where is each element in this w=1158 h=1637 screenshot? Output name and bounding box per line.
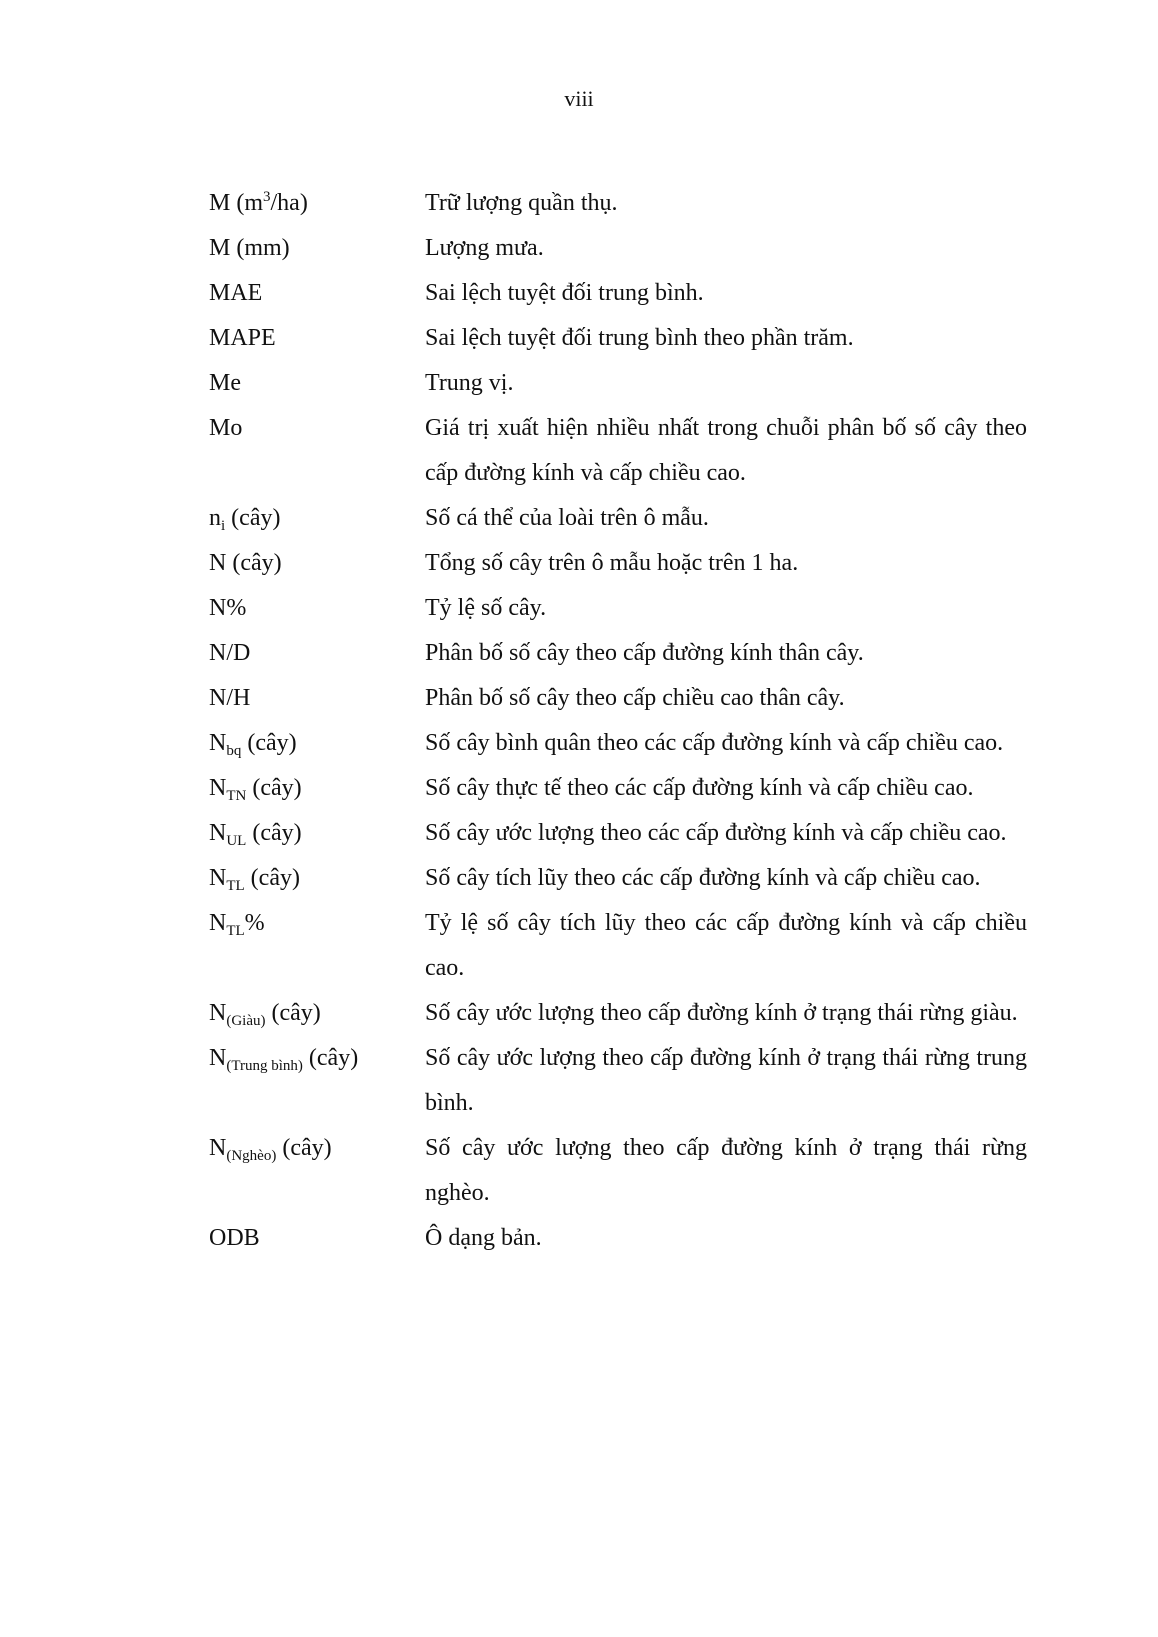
abbreviation-term bbox=[209, 991, 425, 1036]
page-number: viii bbox=[564, 86, 594, 111]
term-suffix: (cây) bbox=[244, 865, 300, 891]
abbreviation-definition: Số cây bình quân theo các cấp đường kính và cấp chiều cao. bbox=[425, 730, 1004, 756]
abbreviation-term bbox=[209, 496, 425, 541]
abbreviation-definition: Số cây thực tế theo các cấp đường kính và cấp chiều cao. bbox=[425, 775, 974, 801]
abbreviation-list bbox=[209, 181, 1027, 1261]
abbreviation-term: ODB bbox=[209, 1225, 260, 1251]
abbreviation-row bbox=[209, 541, 1027, 586]
term-base: N bbox=[209, 1045, 227, 1071]
abbreviation-term bbox=[209, 811, 425, 856]
abbreviation-row bbox=[209, 586, 1027, 631]
term-base: N bbox=[209, 730, 227, 756]
term-suffix: (cây) bbox=[302, 1045, 359, 1071]
term-subscript: TL bbox=[226, 923, 245, 939]
term-base: n bbox=[209, 505, 221, 531]
abbreviation-definition: Ô dạng bản. bbox=[425, 1225, 542, 1251]
abbreviation-definition: Sai lệch tuyệt đối trung bình. bbox=[425, 280, 704, 306]
term-subscript: UL bbox=[226, 833, 247, 849]
term-base: N bbox=[209, 910, 227, 936]
abbreviation-term: MAPE bbox=[209, 325, 276, 351]
abbreviation-definition: Số cây ước lượng theo cấp đường kính ở trạng thái rừng nghèo. bbox=[425, 1135, 1027, 1206]
abbreviation-term: Mo bbox=[209, 415, 243, 441]
abbreviation-row bbox=[209, 766, 1027, 811]
abbreviation-definition: Lượng mưa. bbox=[425, 235, 544, 261]
term-superscript: 3 bbox=[263, 189, 271, 205]
abbreviation-definition: Phân bố số cây theo cấp chiều cao thân cây. bbox=[425, 685, 845, 711]
abbreviation-definition: Số cá thể của loài trên ô mẫu. bbox=[425, 505, 709, 531]
abbreviation-definition: Tỷ lệ số cây tích lũy theo các cấp đường kính và cấp chiều cao. bbox=[425, 910, 1027, 981]
abbreviation-definition: Sai lệch tuyệt đối trung bình theo phần trăm. bbox=[425, 325, 854, 351]
abbreviation-row bbox=[209, 631, 1027, 676]
abbreviation-definition: Tổng số cây trên ô mẫu hoặc trên 1 ha. bbox=[425, 550, 799, 576]
term-base: N bbox=[209, 775, 227, 801]
abbreviation-term: N/D bbox=[209, 640, 251, 666]
abbreviation-term: MAE bbox=[209, 280, 263, 306]
term-subscript: TN bbox=[226, 788, 247, 804]
abbreviation-definition: Trung vị. bbox=[425, 370, 514, 396]
abbreviation-term bbox=[209, 181, 425, 226]
abbreviation-term bbox=[209, 901, 425, 991]
term-subscript: (Trung bình) bbox=[226, 1058, 303, 1074]
abbreviation-term bbox=[209, 1126, 425, 1216]
abbreviation-definition: Trữ lượng quần thụ. bbox=[425, 190, 618, 216]
abbreviation-definition: Giá trị xuất hiện nhiều nhất trong chuỗi phân bố số cây theo cấp đường kính và cấp chiều cao. bbox=[425, 415, 1027, 486]
abbreviation-row bbox=[209, 361, 1027, 406]
abbreviation-term: M (mm) bbox=[209, 235, 290, 261]
term-suffix: (cây) bbox=[225, 505, 281, 531]
abbreviation-row bbox=[209, 811, 1027, 856]
term-suffix: % bbox=[244, 910, 265, 936]
abbreviation-term bbox=[209, 856, 425, 901]
abbreviation-definition: Số cây ước lượng theo cấp đường kính ở trạng thái rừng trung bình. bbox=[425, 1045, 1027, 1116]
abbreviation-row bbox=[209, 1126, 1027, 1216]
term-subscript: TL bbox=[226, 878, 245, 894]
abbreviation-row bbox=[209, 721, 1027, 766]
abbreviation-row bbox=[209, 271, 1027, 316]
abbreviation-row bbox=[209, 226, 1027, 271]
abbreviation-term: N% bbox=[209, 595, 247, 621]
abbreviation-definition: Số cây tích lũy theo các cấp đường kính và cấp chiều cao. bbox=[425, 865, 981, 891]
abbreviation-term bbox=[209, 766, 425, 811]
abbreviation-row bbox=[209, 856, 1027, 901]
abbreviation-row bbox=[209, 991, 1027, 1036]
abbreviation-row bbox=[209, 676, 1027, 721]
term-base: N bbox=[209, 865, 227, 891]
term-base: M (m bbox=[209, 190, 263, 216]
abbreviation-row bbox=[209, 1216, 1027, 1261]
term-suffix: (cây) bbox=[276, 1135, 332, 1161]
abbreviation-term bbox=[209, 721, 425, 766]
term-suffix: (cây) bbox=[265, 1000, 321, 1026]
term-subscript: (Nghèo) bbox=[226, 1148, 277, 1164]
abbreviation-term bbox=[209, 1036, 425, 1126]
term-subscript: bq bbox=[226, 743, 242, 759]
term-suffix: (cây) bbox=[246, 820, 302, 846]
term-base: N bbox=[209, 1000, 227, 1026]
abbreviation-definition: Phân bố số cây theo cấp đường kính thân cây. bbox=[425, 640, 864, 666]
term-suffix: (cây) bbox=[241, 730, 297, 756]
abbreviation-row bbox=[209, 1036, 1027, 1126]
term-base: N bbox=[209, 1135, 227, 1161]
term-base: N bbox=[209, 820, 227, 846]
abbreviation-row bbox=[209, 181, 1027, 226]
abbreviation-term: N (cây) bbox=[209, 550, 282, 576]
abbreviation-row bbox=[209, 901, 1027, 991]
term-subscript: i bbox=[221, 518, 226, 534]
term-subscript: (Giàu) bbox=[226, 1013, 266, 1029]
abbreviation-row bbox=[209, 406, 1027, 496]
abbreviation-term: Me bbox=[209, 370, 241, 396]
abbreviation-term: N/H bbox=[209, 685, 251, 711]
abbreviation-row bbox=[209, 496, 1027, 541]
term-suffix: (cây) bbox=[246, 775, 302, 801]
abbreviation-definition: Tỷ lệ số cây. bbox=[425, 595, 547, 621]
abbreviation-definition: Số cây ước lượng theo các cấp đường kính và cấp chiều cao. bbox=[425, 820, 1007, 846]
abbreviation-definition: Số cây ước lượng theo cấp đường kính ở trạng thái rừng giàu. bbox=[425, 1000, 1018, 1026]
abbreviation-row bbox=[209, 316, 1027, 361]
term-suffix: /ha) bbox=[270, 190, 308, 216]
